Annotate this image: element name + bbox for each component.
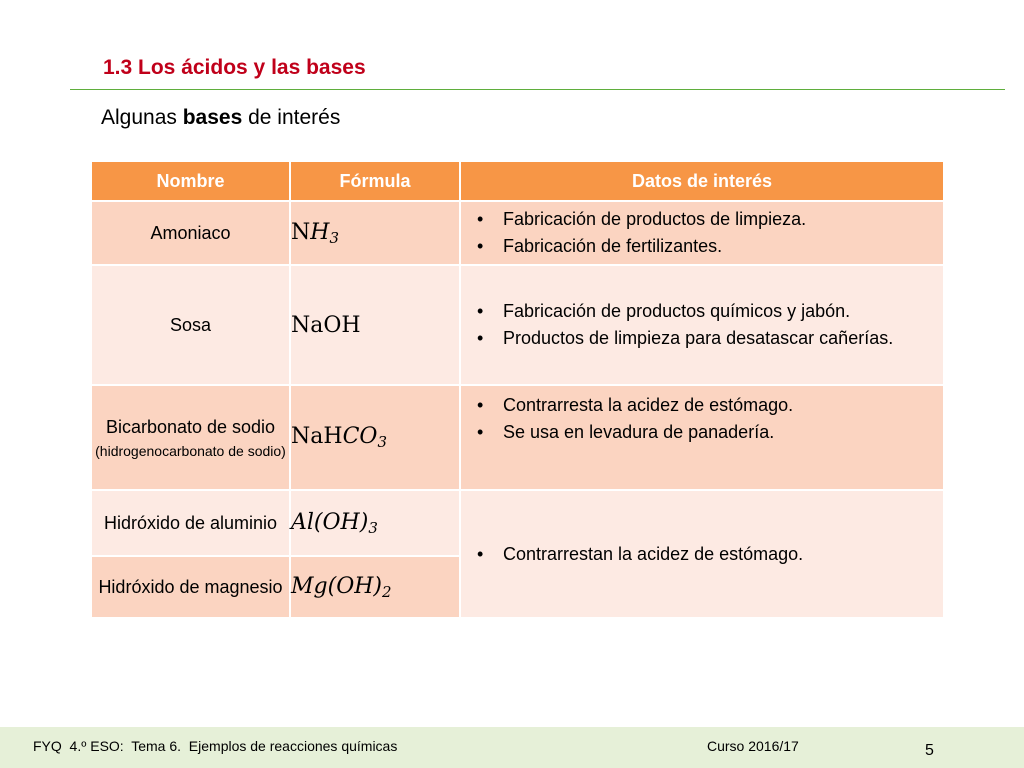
title-divider xyxy=(70,89,1005,90)
column-header-formula: Fórmula xyxy=(290,161,460,201)
formula-main: NaOH xyxy=(291,312,361,338)
fact-item: • Productos de limpieza para desatascar cañerías. xyxy=(471,325,943,352)
footer-course-info: FYQ 4.º ESO: Tema 6. Ejemplos de reacciones químicas xyxy=(33,738,398,754)
cell-formula xyxy=(290,201,460,265)
fact-item: • Contrarrestan la acidez de estómago. xyxy=(471,541,943,568)
table-header-row xyxy=(91,161,944,201)
cell-formula xyxy=(290,385,460,490)
cell-formula xyxy=(290,490,460,556)
formula-subscript: 2 xyxy=(382,582,392,601)
cell-name: Hidróxido de aluminio xyxy=(91,490,290,556)
column-header-datos: Datos de interés xyxy=(460,161,944,201)
footer-year: Curso 2016/17 xyxy=(707,738,799,754)
formula-italic: H xyxy=(310,219,330,245)
table-row xyxy=(91,201,944,265)
cell-formula xyxy=(290,265,460,385)
column-header-nombre: Nombre xyxy=(91,161,290,201)
cell-name: Sosa xyxy=(91,265,290,385)
table-row xyxy=(91,265,944,385)
formula-subscript: 3 xyxy=(368,518,378,537)
formula-main: NaH xyxy=(291,424,343,449)
subtitle-bold: bases xyxy=(182,106,243,129)
cell-formula xyxy=(290,556,460,618)
section-title: 1.3 Los ácidos y las bases xyxy=(103,56,366,79)
slide-subtitle xyxy=(101,106,340,130)
bases-table xyxy=(90,160,945,619)
name-note: (hidrogenocarbonato de sodio) xyxy=(95,442,286,459)
formula-main: Al(OH) xyxy=(291,509,369,535)
formula-subscript: 3 xyxy=(329,228,339,247)
cell-facts xyxy=(460,385,944,490)
formula-main: N xyxy=(291,219,311,245)
table-row xyxy=(91,385,944,490)
subtitle-pre: Algunas xyxy=(101,106,183,129)
formula-subscript: 3 xyxy=(377,433,387,451)
fact-item: • Fabricación de fertilizantes. xyxy=(471,233,943,260)
cell-name: Amoniaco xyxy=(91,201,290,265)
cell-name: Hidróxido de magnesio xyxy=(91,556,290,618)
table-row xyxy=(91,490,944,556)
cell-facts xyxy=(460,265,944,385)
fact-item: • Fabricación de productos de limpieza. xyxy=(471,206,943,233)
fact-item: • Se usa en levadura de panadería. xyxy=(471,419,943,446)
cell-facts xyxy=(460,490,944,618)
name-text: Bicarbonato de sodio xyxy=(105,416,276,437)
fact-item: • Fabricación de productos químicos y jabón. xyxy=(471,298,943,325)
subtitle-post: de interés xyxy=(242,106,341,129)
fact-item: • Contrarresta la acidez de estómago. xyxy=(471,392,943,419)
page-number: 5 xyxy=(925,742,934,759)
formula-italic: CO xyxy=(342,424,378,449)
cell-facts xyxy=(460,201,944,265)
cell-name xyxy=(91,385,290,490)
formula-main: Mg(OH) xyxy=(291,573,382,599)
